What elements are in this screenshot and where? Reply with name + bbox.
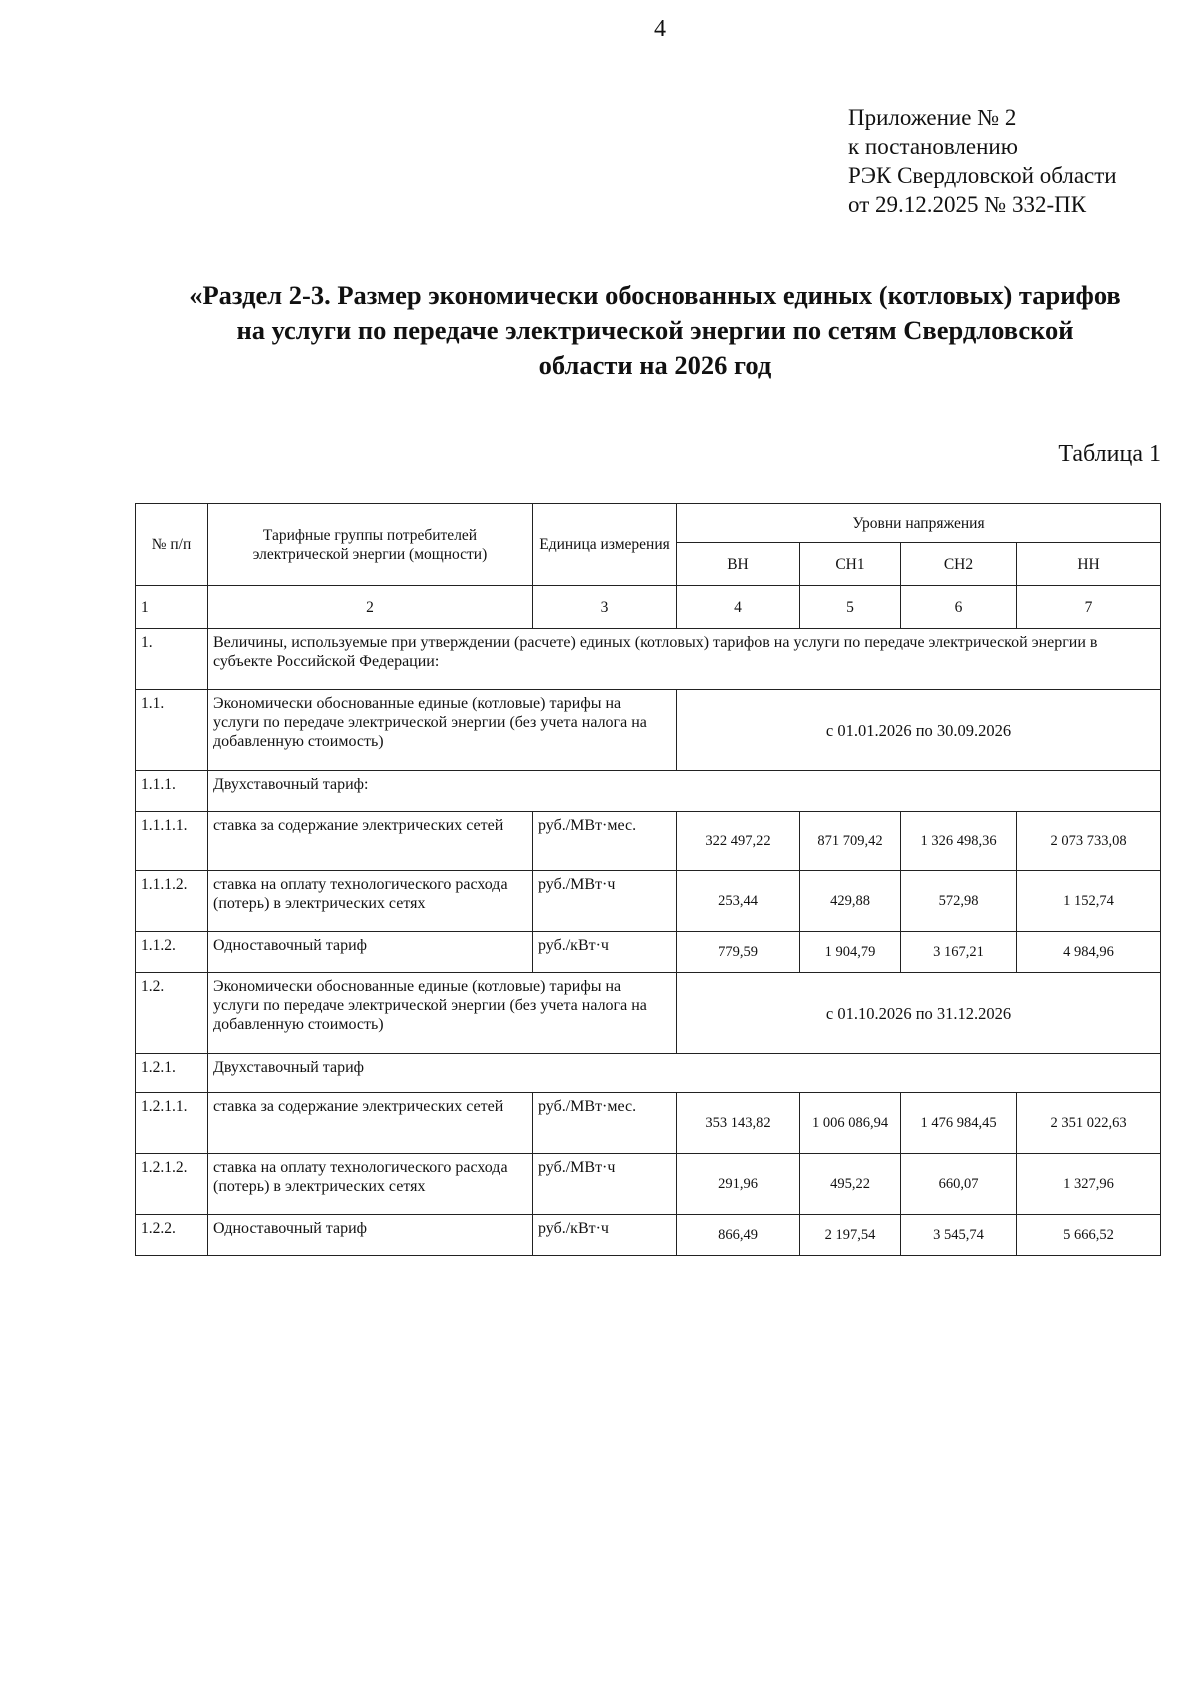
row-number: 1.2. bbox=[136, 973, 208, 1054]
row-number: 1.1.1. bbox=[136, 771, 208, 812]
col-number: 4 bbox=[677, 586, 800, 629]
value-sn1: 1 006 086,94 bbox=[800, 1093, 901, 1154]
value-nn: 5 666,52 bbox=[1017, 1215, 1161, 1256]
value-sn2: 3 167,21 bbox=[901, 932, 1017, 973]
row-number: 1.2.2. bbox=[136, 1215, 208, 1256]
row-text: ставка за содержание электрических сетей bbox=[208, 1093, 533, 1154]
title-line: «Раздел 2-3. Размер экономически обоснованных единых (котловых) тарифов bbox=[189, 280, 1121, 310]
header-sn2: СН2 bbox=[901, 543, 1017, 586]
value-sn2: 572,98 bbox=[901, 871, 1017, 932]
value-sn1: 1 904,79 bbox=[800, 932, 901, 973]
section-title bbox=[150, 278, 1160, 383]
value-nn: 1 327,96 bbox=[1017, 1154, 1161, 1215]
header-row bbox=[136, 504, 1161, 543]
row-number: 1.1.1.1. bbox=[136, 812, 208, 871]
appendix-line: к постановлению bbox=[848, 134, 1018, 159]
row-number: 1.2.1. bbox=[136, 1054, 208, 1093]
table-row bbox=[136, 871, 1161, 932]
period-cell: с 01.10.2026 по 31.12.2026 bbox=[677, 973, 1161, 1054]
row-unit: руб./МВт·ч bbox=[533, 871, 677, 932]
row-number: 1. bbox=[136, 629, 208, 690]
header-nn: НН bbox=[1017, 543, 1161, 586]
header-group: Тарифные группы потребителей электрической энергии (мощности) bbox=[208, 504, 533, 586]
value-sn1: 2 197,54 bbox=[800, 1215, 901, 1256]
table-row bbox=[136, 973, 1161, 1054]
column-numbers-row bbox=[136, 586, 1161, 629]
value-sn2: 660,07 bbox=[901, 1154, 1017, 1215]
table-row bbox=[136, 690, 1161, 771]
row-number: 1.2.1.1. bbox=[136, 1093, 208, 1154]
col-number: 7 bbox=[1017, 586, 1161, 629]
col-number: 3 bbox=[533, 586, 677, 629]
value-nn: 2 351 022,63 bbox=[1017, 1093, 1161, 1154]
header-sn1: СН1 bbox=[800, 543, 901, 586]
col-number: 6 bbox=[901, 586, 1017, 629]
row-text: Одноставочный тариф bbox=[208, 1215, 533, 1256]
col-number: 1 bbox=[136, 586, 208, 629]
value-vn: 353 143,82 bbox=[677, 1093, 800, 1154]
appendix-line: РЭК Свердловской области bbox=[848, 163, 1117, 188]
table-label: Таблица 1 bbox=[1058, 441, 1161, 467]
row-text: Экономически обоснованные единые (котловые) тарифы на услуги по передаче электрической энергии (без учета налога на добавленную стоимость) bbox=[208, 973, 677, 1054]
row-text: Одноставочный тариф bbox=[208, 932, 533, 973]
table-row bbox=[136, 1093, 1161, 1154]
table-row bbox=[136, 1154, 1161, 1215]
value-nn: 2 073 733,08 bbox=[1017, 812, 1161, 871]
appendix-line: от 29.12.2025 № 332-ПК bbox=[848, 192, 1087, 217]
value-sn1: 871 709,42 bbox=[800, 812, 901, 871]
value-sn1: 429,88 bbox=[800, 871, 901, 932]
row-number: 1.1.2. bbox=[136, 932, 208, 973]
value-vn: 322 497,22 bbox=[677, 812, 800, 871]
table-row bbox=[136, 932, 1161, 973]
table-row bbox=[136, 629, 1161, 690]
header-vn: ВН bbox=[677, 543, 800, 586]
value-sn1: 495,22 bbox=[800, 1154, 901, 1215]
row-text: ставка на оплату технологического расхода (потерь) в электрических сетях bbox=[208, 871, 533, 932]
col-number: 2 bbox=[208, 586, 533, 629]
row-unit: руб./МВт·мес. bbox=[533, 1093, 677, 1154]
period-cell: с 01.01.2026 по 30.09.2026 bbox=[677, 690, 1161, 771]
row-text: ставка на оплату технологического расхода (потерь) в электрических сетях bbox=[208, 1154, 533, 1215]
value-nn: 4 984,96 bbox=[1017, 932, 1161, 973]
row-number: 1.1.1.2. bbox=[136, 871, 208, 932]
col-number: 5 bbox=[800, 586, 901, 629]
row-number: 1.1. bbox=[136, 690, 208, 771]
row-text: Двухставочный тариф bbox=[208, 1054, 1161, 1093]
table-row bbox=[136, 812, 1161, 871]
table-row bbox=[136, 1054, 1161, 1093]
page-number: 4 bbox=[654, 16, 666, 42]
value-vn: 291,96 bbox=[677, 1154, 800, 1215]
row-unit: руб./кВт·ч bbox=[533, 1215, 677, 1256]
row-unit: руб./МВт·мес. bbox=[533, 812, 677, 871]
table-row bbox=[136, 771, 1161, 812]
value-sn2: 3 545,74 bbox=[901, 1215, 1017, 1256]
row-unit: руб./МВт·ч bbox=[533, 1154, 677, 1215]
row-text: Экономически обоснованные единые (котловые) тарифы на услуги по передаче электрической энергии (без учета налога на добавленную стоимость) bbox=[208, 690, 677, 771]
value-sn2: 1 476 984,45 bbox=[901, 1093, 1017, 1154]
header-unit: Единица измерения bbox=[533, 504, 677, 586]
header-levels: Уровни напряжения bbox=[677, 504, 1161, 543]
appendix-block bbox=[848, 103, 1117, 219]
title-line: на услуги по передаче электрической энергии по сетям Свердловской bbox=[236, 315, 1074, 345]
value-sn2: 1 326 498,36 bbox=[901, 812, 1017, 871]
appendix-line: Приложение № 2 bbox=[848, 105, 1017, 130]
header-num: № п/п bbox=[136, 504, 208, 586]
value-vn: 866,49 bbox=[677, 1215, 800, 1256]
tariff-table bbox=[135, 503, 1161, 1256]
value-vn: 779,59 bbox=[677, 932, 800, 973]
title-line: области на 2026 год bbox=[538, 350, 772, 380]
value-nn: 1 152,74 bbox=[1017, 871, 1161, 932]
row-text: Величины, используемые при утверждении (расчете) единых (котловых) тарифов на услуги по передаче электрической энергии в субъекте Российской Федерации: bbox=[208, 629, 1161, 690]
row-text: Двухставочный тариф: bbox=[208, 771, 1161, 812]
table-row bbox=[136, 1215, 1161, 1256]
row-unit: руб./кВт·ч bbox=[533, 932, 677, 973]
row-number: 1.2.1.2. bbox=[136, 1154, 208, 1215]
value-vn: 253,44 bbox=[677, 871, 800, 932]
row-text: ставка за содержание электрических сетей bbox=[208, 812, 533, 871]
